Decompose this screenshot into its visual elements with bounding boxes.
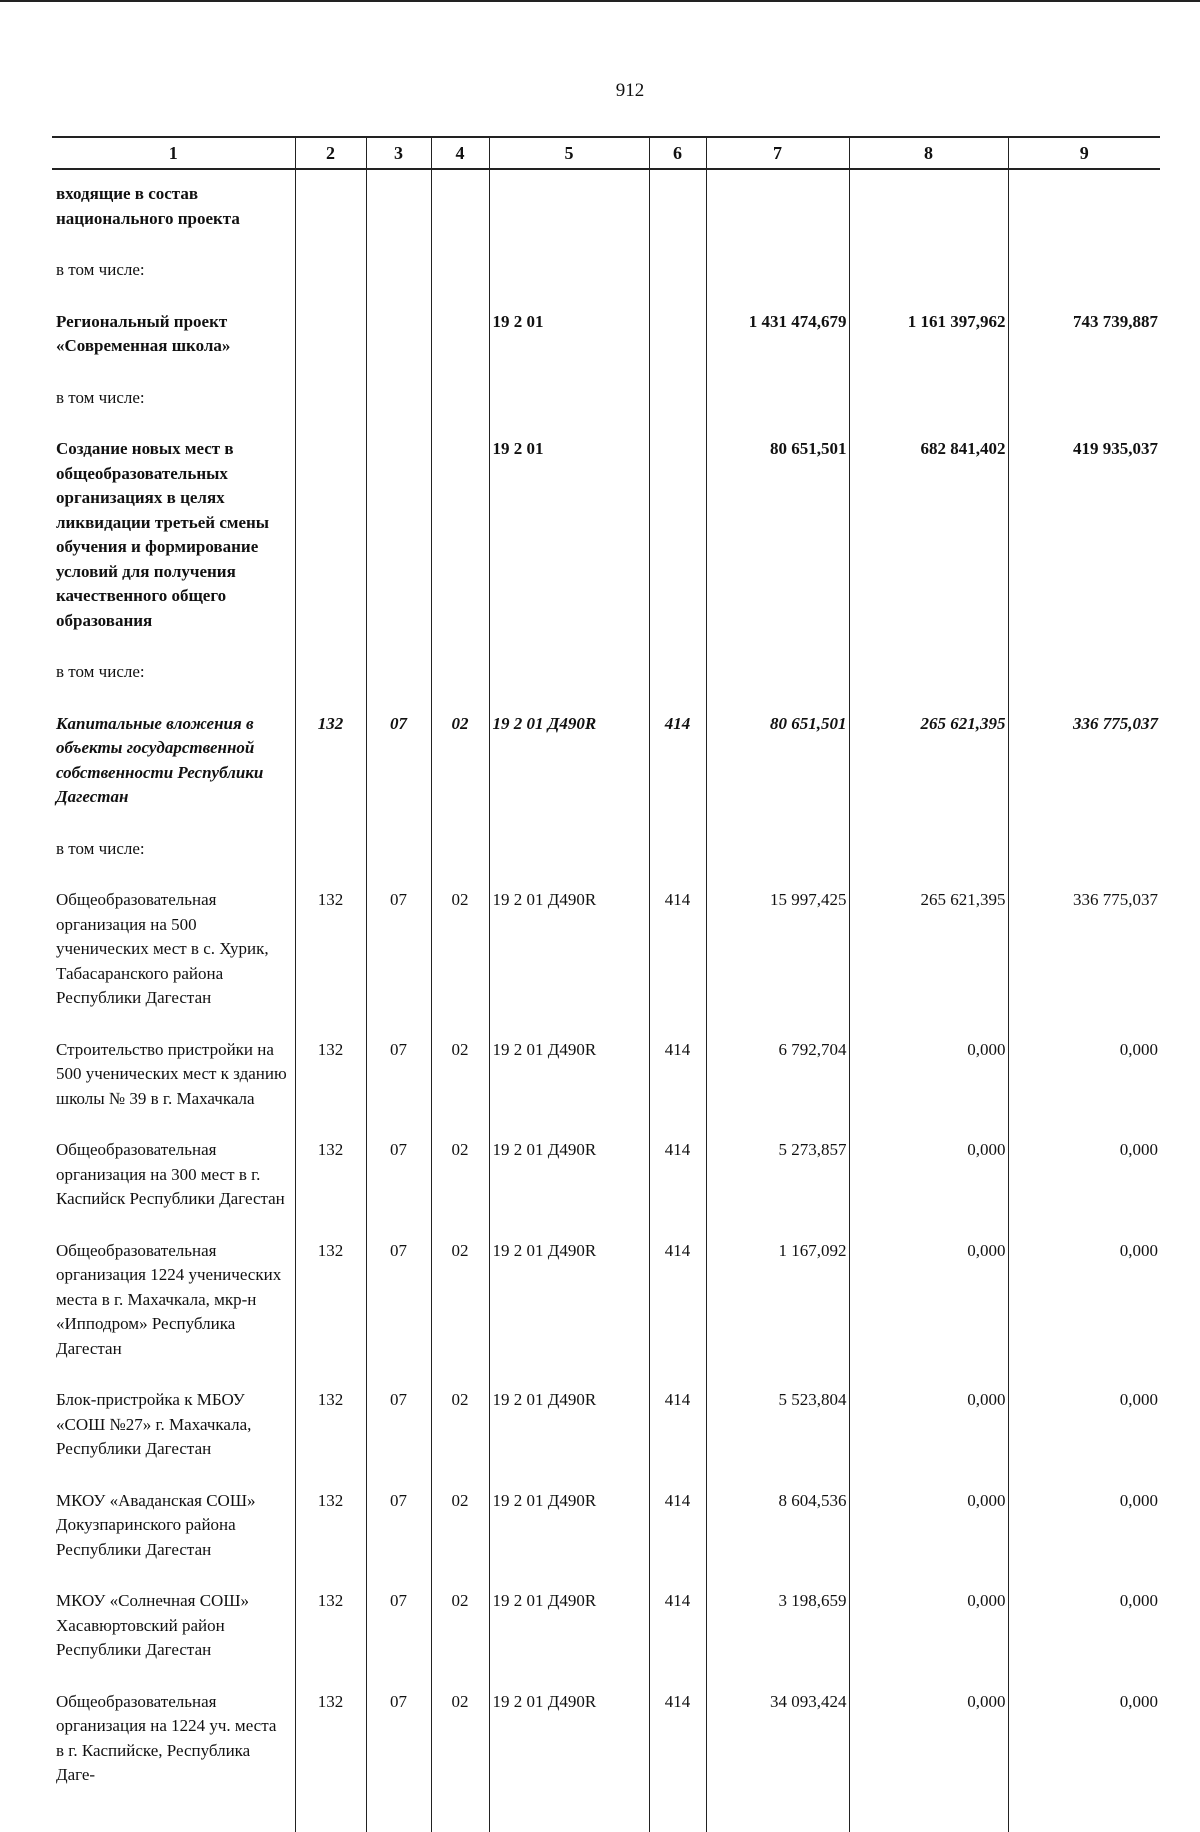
cell-amount-year-2: 0,000	[849, 1375, 1008, 1476]
table-row	[52, 1226, 1160, 1376]
cell-expense-type	[649, 245, 706, 297]
cell-amount-year-1: 15 997,425	[706, 875, 849, 1025]
cell-ministry-code: 132	[295, 875, 366, 1025]
cell-expense-type: 414	[649, 1025, 706, 1126]
cell-subsection: 02	[431, 1025, 489, 1126]
cell-name: Блок-пристройка к МБОУ «СОШ №27» г. Махачкала, Республики Дагестан	[56, 1390, 252, 1458]
cell-amount-year-2: 0,000	[849, 1476, 1008, 1577]
cell-expense-type: 414	[649, 1375, 706, 1476]
cell-amount-year-2: 265 621,395	[849, 699, 1008, 824]
cell-section	[366, 424, 431, 647]
cell-amount-year-1: 34 093,424	[706, 1677, 849, 1802]
table-row	[52, 169, 1160, 245]
cell-name: входящие в состав национального проекта	[56, 184, 240, 228]
cell-amount-year-2: 0,000	[849, 1125, 1008, 1226]
cell-name: Общеобразовательная организация на 1224 уч. места в г. Каспийске, Республика Даге-	[56, 1691, 277, 1784]
cell-amount-year-2: 682 841,402	[849, 424, 1008, 647]
cell-amount-year-2	[849, 245, 1008, 297]
table-row	[52, 875, 1160, 1025]
cell-amount-year-1: 8 604,536	[706, 1476, 849, 1577]
table-body	[52, 169, 1160, 1832]
cell-expense-type	[649, 424, 706, 647]
header-row	[52, 137, 1160, 169]
cell-target-article: 19 2 01	[489, 424, 649, 647]
cell-name: Региональный проект «Современная школа»	[56, 311, 231, 355]
cell-name: МКОУ «Аваданская СОШ» Докузпаринского района Республики Дагестан	[56, 1490, 256, 1559]
table-continuation	[52, 1802, 1160, 1832]
cell-expense-type: 414	[649, 699, 706, 824]
cell-subsection: 02	[431, 1226, 489, 1376]
cell-amount-year-2: 0,000	[849, 1226, 1008, 1376]
cell-expense-type: 414	[649, 875, 706, 1025]
continuation-cell	[295, 1802, 366, 1832]
cell-amount-year-1: 6 792,704	[706, 1025, 849, 1126]
cell-subsection	[431, 169, 489, 245]
cell-section: 07	[366, 875, 431, 1025]
table-row	[52, 1677, 1160, 1802]
cell-amount-year-3: 336 775,037	[1008, 699, 1160, 824]
continuation-cell	[1008, 1802, 1160, 1832]
cell-section: 07	[366, 1677, 431, 1802]
cell-amount-year-2: 1 161 397,962	[849, 297, 1008, 373]
cell-target-article	[489, 245, 649, 297]
cell-target-article	[489, 373, 649, 425]
cell-expense-type	[649, 297, 706, 373]
header-col-5: 5	[489, 137, 649, 169]
cell-ministry-code: 132	[295, 1576, 366, 1677]
cell-amount-year-1	[706, 245, 849, 297]
header-col-3: 3	[366, 137, 431, 169]
cell-target-article: 19 2 01 Д490R	[489, 1125, 649, 1226]
header-col-9: 9	[1008, 137, 1160, 169]
table-row	[52, 373, 1160, 425]
cell-target-article: 19 2 01	[489, 297, 649, 373]
cell-amount-year-1: 1 167,092	[706, 1226, 849, 1376]
cell-section	[366, 373, 431, 425]
cell-amount-year-3	[1008, 373, 1160, 425]
table-row	[52, 424, 1160, 647]
budget-table	[52, 136, 1160, 1832]
cell-name: в том числе:	[56, 838, 145, 858]
cell-expense-type	[649, 373, 706, 425]
cell-subsection	[431, 424, 489, 647]
cell-amount-year-3: 0,000	[1008, 1576, 1160, 1677]
cell-target-article: 19 2 01 Д490R	[489, 699, 649, 824]
table-row	[52, 245, 1160, 297]
cell-target-article	[489, 824, 649, 876]
cell-expense-type	[649, 169, 706, 245]
cell-expense-type	[649, 647, 706, 699]
cell-amount-year-2: 0,000	[849, 1025, 1008, 1126]
cell-name: в том числе:	[56, 662, 145, 681]
cell-subsection	[431, 245, 489, 297]
cell-section: 07	[366, 1576, 431, 1677]
cell-amount-year-2: 265 621,395	[849, 875, 1008, 1025]
cell-target-article: 19 2 01 Д490R	[489, 1025, 649, 1126]
cell-ministry-code	[295, 373, 366, 425]
cell-amount-year-1: 1 431 474,679	[706, 297, 849, 373]
cell-section	[366, 169, 431, 245]
table-row	[52, 297, 1160, 373]
table-row	[52, 1125, 1160, 1226]
cell-ministry-code: 132	[295, 1226, 366, 1376]
cell-amount-year-3: 0,000	[1008, 1025, 1160, 1126]
cell-ministry-code: 132	[295, 1375, 366, 1476]
cell-expense-type: 414	[649, 1677, 706, 1802]
cell-section: 07	[366, 1226, 431, 1376]
cell-name: Общеобразовательная организация на 500 ученических мест в с. Хурик, Табасаранского района Республики Дагестан	[56, 890, 269, 1007]
header-col-4: 4	[431, 137, 489, 169]
table-row	[52, 1476, 1160, 1577]
cell-amount-year-3: 419 935,037	[1008, 424, 1160, 647]
cell-section	[366, 297, 431, 373]
cell-amount-year-1: 80 651,501	[706, 424, 849, 647]
cell-target-article	[489, 647, 649, 699]
cell-section: 07	[366, 1025, 431, 1126]
cell-amount-year-2: 0,000	[849, 1576, 1008, 1677]
cell-amount-year-3: 743 739,887	[1008, 297, 1160, 373]
cell-section	[366, 647, 431, 699]
cell-target-article	[489, 169, 649, 245]
cell-subsection: 02	[431, 699, 489, 824]
cell-target-article: 19 2 01 Д490R	[489, 1677, 649, 1802]
cell-amount-year-3	[1008, 824, 1160, 876]
cell-amount-year-2	[849, 647, 1008, 699]
table-row	[52, 699, 1160, 824]
cell-subsection	[431, 297, 489, 373]
cell-ministry-code	[295, 169, 366, 245]
cell-name: в том числе:	[56, 260, 145, 279]
cell-expense-type: 414	[649, 1226, 706, 1376]
cell-subsection	[431, 824, 489, 876]
table-row	[52, 647, 1160, 699]
continuation-cell	[431, 1802, 489, 1832]
cell-subsection: 02	[431, 1677, 489, 1802]
cell-target-article: 19 2 01 Д490R	[489, 1476, 649, 1577]
cell-amount-year-3: 0,000	[1008, 1476, 1160, 1577]
cell-amount-year-3: 336 775,037	[1008, 875, 1160, 1025]
cell-amount-year-1: 5 273,857	[706, 1125, 849, 1226]
cell-section: 07	[366, 699, 431, 824]
cell-ministry-code: 132	[295, 1125, 366, 1226]
cell-ministry-code	[295, 245, 366, 297]
continuation-cell	[489, 1802, 649, 1832]
cell-subsection: 02	[431, 875, 489, 1025]
cell-subsection: 02	[431, 1375, 489, 1476]
top-rule	[0, 0, 1200, 2]
cell-amount-year-3: 0,000	[1008, 1125, 1160, 1226]
cell-name: в том числе:	[56, 387, 145, 407]
table-row	[52, 1576, 1160, 1677]
cell-subsection: 02	[431, 1476, 489, 1577]
continuation-cell	[52, 1802, 295, 1832]
cell-amount-year-2	[849, 373, 1008, 425]
cell-amount-year-1: 5 523,804	[706, 1375, 849, 1476]
table-row	[52, 1025, 1160, 1126]
cell-target-article: 19 2 01 Д490R	[489, 875, 649, 1025]
header-col-7: 7	[706, 137, 849, 169]
header-col-6: 6	[649, 137, 706, 169]
header-col-2: 2	[295, 137, 366, 169]
cell-ministry-code: 132	[295, 1677, 366, 1802]
cell-amount-year-3: 0,000	[1008, 1375, 1160, 1476]
cell-ministry-code: 132	[295, 699, 366, 824]
cell-name: МКОУ «Солнечная СОШ» Хасавюртовский район Республики Дагестан	[56, 1591, 249, 1659]
cell-section	[366, 824, 431, 876]
cell-amount-year-3	[1008, 169, 1160, 245]
cell-target-article: 19 2 01 Д490R	[489, 1226, 649, 1376]
table-row	[52, 1375, 1160, 1476]
cell-target-article: 19 2 01 Д490R	[489, 1375, 649, 1476]
cell-section	[366, 245, 431, 297]
cell-amount-year-1: 80 651,501	[706, 699, 849, 824]
cell-section: 07	[366, 1125, 431, 1226]
cell-amount-year-1	[706, 824, 849, 876]
cell-ministry-code: 132	[295, 1025, 366, 1126]
continuation-cell	[706, 1802, 849, 1832]
cell-expense-type: 414	[649, 1576, 706, 1677]
header-col-1: 1	[52, 137, 295, 169]
table-row	[52, 824, 1160, 876]
cell-subsection: 02	[431, 1576, 489, 1677]
cell-name: Создание новых мест в общеобразовательных организациях в целях ликвидации третьей смены обучения и формирование условий для получения качественного общего образования	[56, 439, 270, 630]
cell-amount-year-1	[706, 169, 849, 245]
cell-amount-year-3	[1008, 647, 1160, 699]
cell-name: Общеобразовательная организация на 300 мест в г. Каспийск Республики Дагестан	[56, 1140, 285, 1208]
cell-target-article: 19 2 01 Д490R	[489, 1576, 649, 1677]
continuation-cell	[849, 1802, 1008, 1832]
cell-subsection	[431, 373, 489, 425]
cell-expense-type: 414	[649, 1125, 706, 1226]
cell-amount-year-2	[849, 169, 1008, 245]
continuation-cell	[366, 1802, 431, 1832]
header-col-8: 8	[849, 137, 1008, 169]
cell-ministry-code	[295, 647, 366, 699]
cell-amount-year-3: 0,000	[1008, 1226, 1160, 1376]
cell-subsection: 02	[431, 1125, 489, 1226]
cell-expense-type: 414	[649, 1476, 706, 1577]
cell-amount-year-3: 0,000	[1008, 1677, 1160, 1802]
cell-expense-type	[649, 824, 706, 876]
page-number: 912	[615, 80, 645, 101]
cell-ministry-code	[295, 424, 366, 647]
cell-amount-year-1	[706, 373, 849, 425]
cell-amount-year-2: 0,000	[849, 1677, 1008, 1802]
cell-section: 07	[366, 1375, 431, 1476]
cell-name: Капитальные вложения в объекты государственной собственности Республики Дагестан	[56, 713, 264, 806]
cell-ministry-code: 132	[295, 1476, 366, 1577]
cell-section: 07	[366, 1476, 431, 1577]
cell-amount-year-3	[1008, 245, 1160, 297]
cell-amount-year-1: 3 198,659	[706, 1576, 849, 1677]
cell-amount-year-2	[849, 824, 1008, 876]
cell-ministry-code	[295, 297, 366, 373]
cell-name: Строительство пристройки на 500 ученических мест к зданию школы № 39 в г. Махачкала	[56, 1039, 287, 1108]
cell-subsection	[431, 647, 489, 699]
continuation-cell	[649, 1802, 706, 1832]
cell-amount-year-1	[706, 647, 849, 699]
cell-ministry-code	[295, 824, 366, 876]
cell-name: Общеобразовательная организация 1224 ученических места в г. Махачкала, мкр-н «Ипподром» Республика Дагестан	[56, 1240, 282, 1358]
